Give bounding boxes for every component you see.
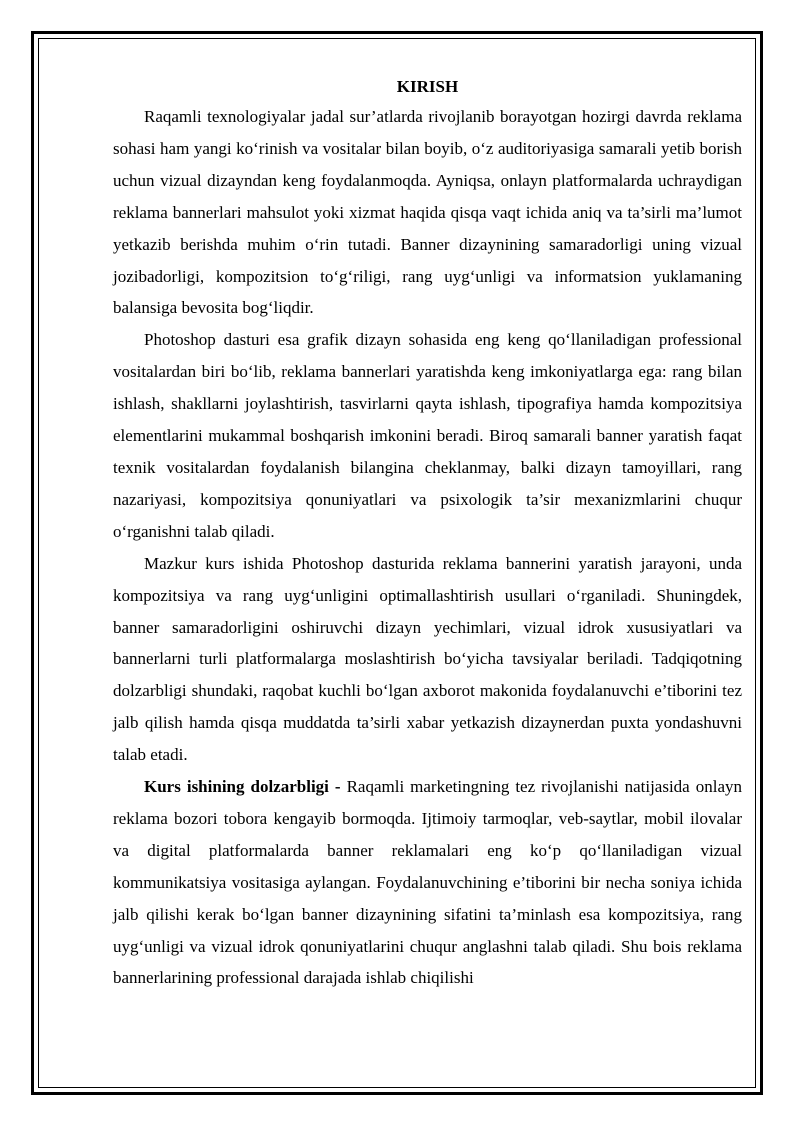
paragraph-text: Raqamli marketingning tez rivojlanishi natijasida onlayn reklama bozori tobora kengayib bormoqda. Ijtimoiy tarmoqlar, veb-saytlar, mobil ilovalar va digital platformalarda banner reklamalari eng koʻp qoʻllaniladigan vizual kommunikatsiya vositasiga aylangan. Foydalanuvchining e’tiborini bir necha soniya ichida jalb qilishi kerak boʻlgan banner dizaynining sifatini ta’minlash esa kompozitsiya, rang uygʻunligi va vizual idrok qonuniyatlarini chuqur anglashni talab qiladi. Shu bois reklama bannerlarining professional darajada ishlab chiqilishi <box>113 777 742 988</box>
paragraph-1 <box>113 101 742 324</box>
paragraph-3 <box>113 548 742 771</box>
paragraph-2 <box>113 324 742 547</box>
paragraph-lead-bold: Kurs ishining dolzarbligi - <box>144 777 341 797</box>
document-body <box>113 74 742 994</box>
paragraph-text: Raqamli texnologiyalar jadal sur’atlarda rivojlanib borayotgan hozirgi davrda reklama sohasi ham yangi koʻrinish va vositalar bilan boyib, oʻz auditoriyasiga samarali yetib borish uchun vizual dizayndan keng foydalanmoqda. Ayniqsa, onlayn platformalarda uchraydigan reklama bannerlari mahsulot yoki xizmat haqida qisqa vaqt ichida aniq va ta’sirli ma’lumot yetkazib berishda muhim oʻrin tutadi. Banner dizaynining samaradorligi uning vizual jozibadorligi, kompozitsion toʻgʻriligi, rang uygʻunligi va informatsion yuklamaning balansiga bevosita bogʻliqdir. <box>113 107 742 318</box>
section-heading: KIRISH <box>396 77 459 96</box>
paragraph-4 <box>113 771 742 994</box>
paragraph-text: Photoshop dasturi esa grafik dizayn sohasida eng keng qoʻllaniladigan professional vositalardan biri boʻlib, reklama bannerlari yaratishda keng imkoniyatlarga ega: rang bilan ishlash, shakllarni joylashtirish, tasvirlarni qayta ishlash, tipografiya hamda kompozitsiya elementlarini mukammal boshqarish imkonini beradi. Biroq samarali banner yaratish faqat texnik vositalardan foydalanish bilangina cheklanmay, balki dizayn tamoyillari, rang nazariyasi, kompozitsiya qonuniyatlari va psixologik ta’sir mexanizmlarini chuqur oʻrganishni talab qiladi. <box>113 330 742 541</box>
paragraph-text: Mazkur kurs ishida Photoshop dasturida reklama bannerini yaratish jarayoni, unda kompozitsiya va rang uygʻunligini optimallashtirish usullari oʻrganiladi. Shuningdek, banner samaradorligini oshiruvchi dizayn yechimlari, vizual idrok xususiyatlari va bannerlarni turli platformalarga moslashtirish boʻyicha tavsiyalar beriladi. Tadqiqotning dolzarbligi shundaki, raqobat kuchli boʻlgan axborot makonida foydalanuvchi e’tiborini tez jalb qilish hamda qisqa muddatda ta’sirli xabar yetkazish dizaynerdan puxta yondashuvni talab etadi. <box>113 553 742 765</box>
